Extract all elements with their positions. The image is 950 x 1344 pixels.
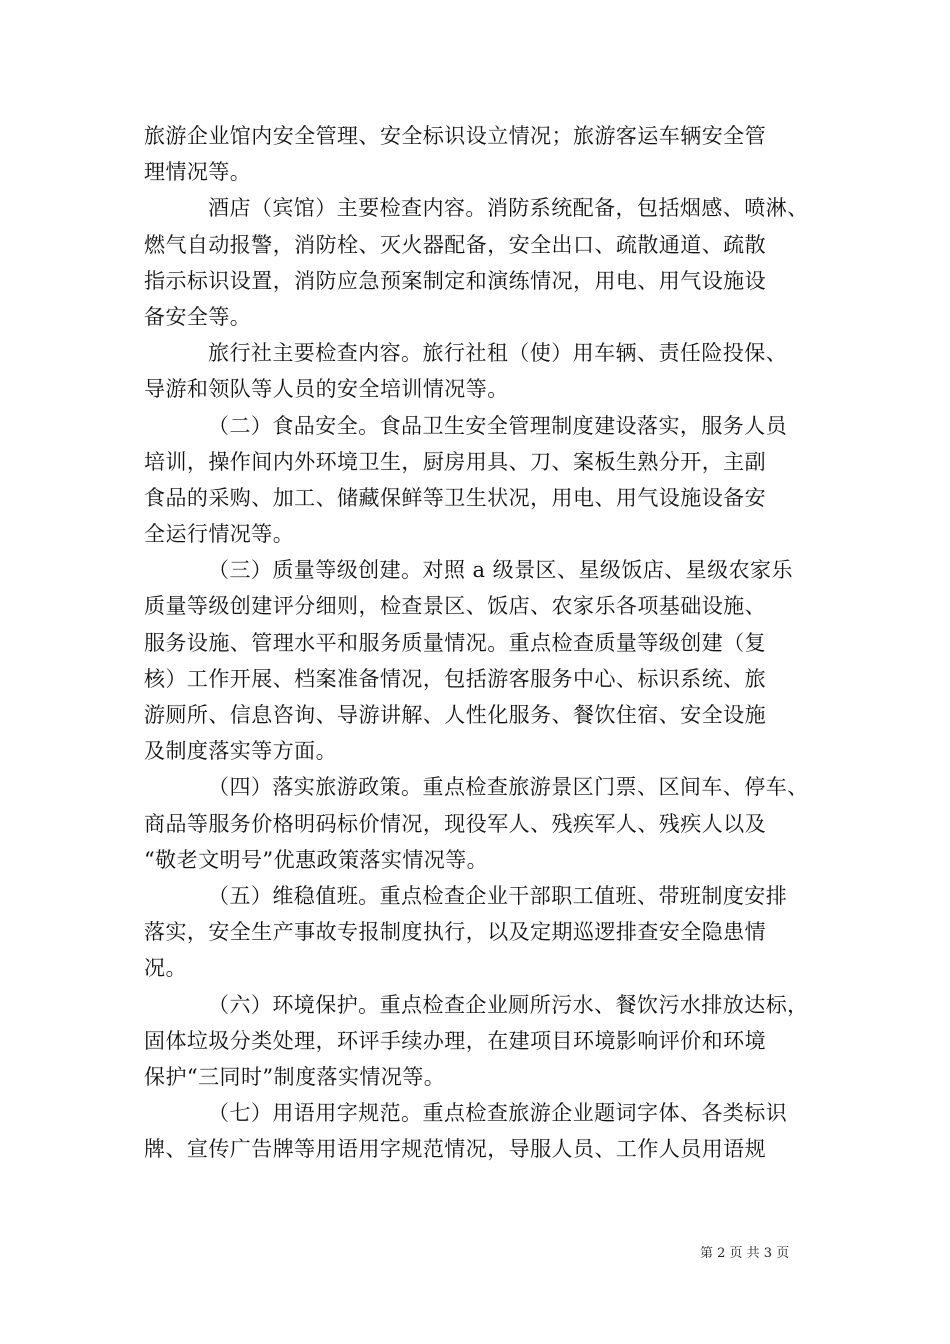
text-line: （二）食品安全。食品卫生安全管理制度建设落实，服务人员 [208, 413, 788, 438]
text-line: 固体垃圾分类处理，环评手续办理，在建项目环境影响评价和环境 [144, 1028, 767, 1053]
text-line: 况。 [144, 956, 187, 981]
text-line: 导游和领队等人员的安全培训情况等。 [144, 377, 509, 402]
text-line: 及制度落实等方面。 [144, 739, 338, 764]
text-line: 培训，操作间内外环境卫生，厨房用具、刀、案板生熟分开，主副 [144, 449, 767, 474]
text-line: 落实，安全生产事故专报制度执行，以及定期巡逻排查安全隐患情 [144, 920, 767, 945]
text-line: 旅游企业馆内安全管理、安全标识设立情况；旅游客运车辆安全管 [144, 124, 767, 148]
text-line: 商品等服务价格明码标价情况，现役军人、残疾军人、残疾人以及 [144, 811, 767, 836]
text-line: （三）质量等级创建。对照 a 级景区、星级饭店、星级农家乐 [208, 558, 793, 583]
text-line: （五）维稳值班。重点检查企业干部职工值班、带班制度安排 [208, 883, 788, 908]
page-number-footer: 第 2 页 共 3 页 [700, 1246, 790, 1261]
document-body [144, 118, 809, 1167]
text-line: 理情况等。 [144, 160, 252, 185]
text-line: （四）落实旅游政策。重点检查旅游景区门票、区间车、停车、 [208, 775, 809, 800]
text-line: （七）用语用字规范。重点检查旅游企业题词字体、各类标识 [208, 1101, 788, 1126]
text-line: 全运行情况等。 [144, 522, 295, 547]
text-line: 服务设施、管理水平和服务质量情况。重点检查质量等级创建（复 [144, 630, 767, 655]
text-line: 指示标识设置，消防应急预案制定和演练情况，用电、用气设施设 [144, 268, 767, 293]
text-line: 核）工作开展、档案准备情况，包括游客服务中心、标识系统、旅 [144, 666, 767, 691]
text-line: 游厕所、信息咨询、导游讲解、人性化服务、餐饮住宿、安全设施 [144, 703, 767, 727]
text-line: 备安全等。 [144, 304, 252, 329]
text-line: 酒店（宾馆）主要检查内容。消防系统配备，包括烟感、喷淋、 [208, 196, 809, 221]
text-line: 食品的采购、加工、储藏保鲜等卫生状况，用电、用气设施设备安 [144, 485, 767, 510]
text-line: 保护“三同时”制度落实情况等。 [144, 1064, 446, 1089]
text-line: （六）环境保护。重点检查企业厕所污水、餐饮污水排放达标， [208, 992, 809, 1017]
text-line: 旅行社主要检查内容。旅行社租（使）用车辆、责任险投保、 [208, 341, 788, 366]
text-line: 牌、宣传广告牌等用语用字规范情况，导服人员、工作人员用语规 [144, 1137, 767, 1162]
text-line: 质量等级创建评分细则，检查景区、饭店、农家乐各项基础设施、 [144, 594, 767, 619]
text-line: 燃气自动报警，消防栓、灭火器配备，安全出口、疏散通道、疏散 [144, 232, 767, 257]
text-line: “敬老文明号”优惠政策落实情况等。 [144, 847, 489, 872]
